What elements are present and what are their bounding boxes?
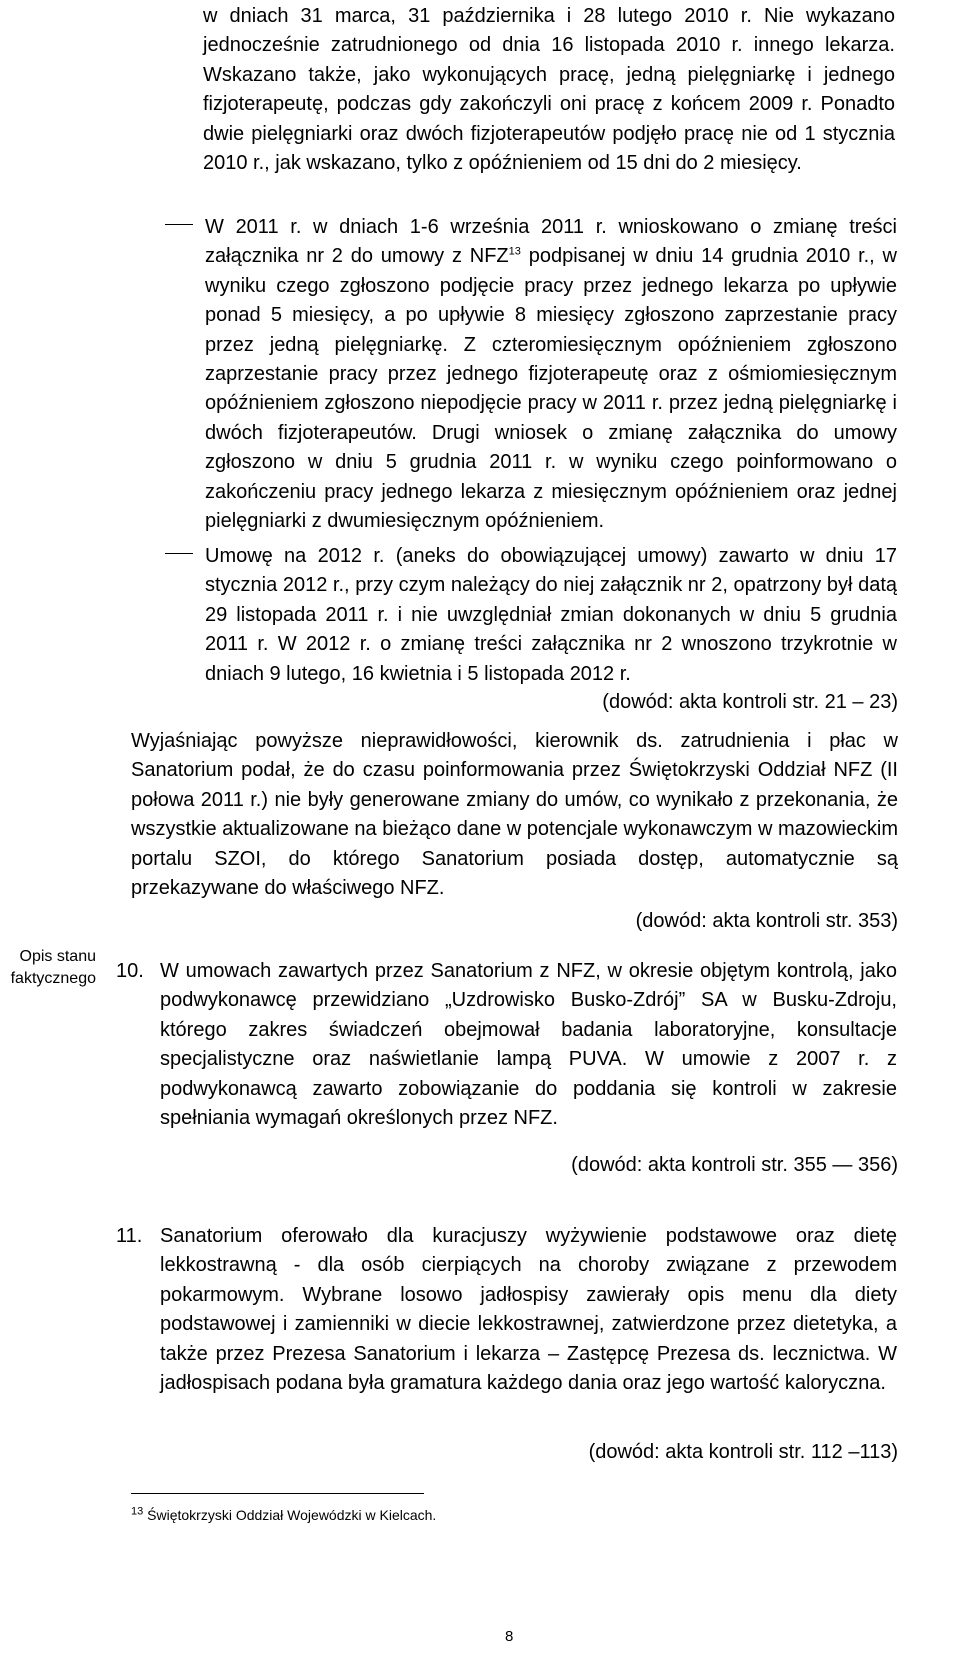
item-number: 10. (116, 960, 144, 982)
page-number: 8 (505, 1628, 514, 1645)
footnote (131, 1506, 436, 1524)
bullet-item-2011 (165, 213, 898, 533)
margin-section-label: Opis stanu faktycznego (10, 948, 96, 987)
footnote-text: Świętokrzyski Oddział Wojewódzki w Kielcach. (143, 1507, 437, 1523)
bullet-2011-text-start: W 2011 r. w dniach 1-6 września 2011 r. wnioskowano o zmianę treści załącznika nr 2 do umowy z NFZ (205, 216, 897, 268)
bullet-2012-text: Umowę na 2012 r. (aneks do obowiązującej umowy) zawarto w dniu 17 stycznia 2012 r., przy czym należący do niej załącznik nr 2, opatrzony był datą 29 listopada 2011 r. i nie uwzględniał zmian dokonanych w dniu 5 grudnia 2011 r. W 2012 r. o zmianę treści załącznika nr 2 wnoszono trzykrotnie w dniach 9 lutego, 16 kwietnia i 5 listopada 2012 r. (205, 545, 897, 685)
dash-marker (165, 224, 193, 225)
footnote-reference: 13 (508, 245, 521, 258)
footnote-marker: 13 (131, 1505, 144, 1518)
evidence-reference: (dowód: akta kontroli str. 21 – 23) (602, 691, 898, 713)
explanation-paragraph: Wyjaśniając powyższe nieprawidłowości, kierownik ds. zatrudnienia i płac w Sanatorium podał, że do czasu poinformowania przez Świętokrzyski Oddział NFZ (II połowa 2011 r.) nie były generowane zmiany do umów, co wynikało z przekonania, że wszystkie aktualizowane na bieżąco dane w potencjale wykonawczym w mazowieckim portalu SZOI, do którego Sanatorium posiada dostęp, automatycznie są przekazywane do właściwego NFZ. (131, 730, 899, 900)
evidence-reference: (dowód: akta kontroli str. 355 — 356) (571, 1154, 898, 1176)
dash-marker (165, 553, 193, 554)
evidence-reference: (dowód: akta kontroli str. 353) (635, 910, 898, 932)
intro-paragraph (203, 2, 895, 178)
bullet-2011-text (205, 213, 897, 536)
item-10-text: W umowach zawartych przez Sanatorium z NFZ, w okresie objętym kontrolą, jako podwykonawcę przewidziano „Uzdrowisko Busko-Zdrój” SA w Busku-Zdroju, którego zakres świadczeń obejmował badania laboratoryjne, konsultacje specjalistyczne oraz naświetlanie lampą PUVA. W umowie z 2007 r. z podwykonawcą zawarto zobowiązanie do poddania się kontroli w zakresie spełniania wymagań określonych przez NFZ. (160, 960, 897, 1130)
footnote-separator (131, 1493, 424, 1494)
item-number: 11. (116, 1225, 143, 1247)
evidence-reference: (dowód: akta kontroli str. 112 –113) (588, 1441, 898, 1463)
bullet-2011-text-end: podpisanej w dniu 14 grudnia 2010 r., w wyniku czego zgłoszono podjęcie pracy przez jednego lekarza po upływie ponad 5 miesięcy, a po upływie 8 miesięcy zgłoszono zaprzestanie pracy przez jedną pielęgniarkę. Z czteromiesięcznym opóźnieniem zgłoszono zaprzestanie pracy przez jednego fizjoterapeutę oraz z ośmiomiesięcznym opóźnieniem zgłoszono niepodjęcie pracy w 2011 r. przez jedną pielęgniarkę i dwóch fizjoterapeutów. Drugi wniosek o zmianę załącznika do umowy zgłoszono w dniu 5 grudnia 2011 r. w wyniku czego poinformowano o zakończeniu pracy jednego lekarza z miesięcznym opóźnieniem oraz jednej pielęgniarki z dwumiesięcznym opóźnieniem. (205, 245, 897, 533)
bullet-item-2012 (165, 542, 898, 692)
item-11-text: Sanatorium oferowało dla kuracjuszy wyżywienie podstawowe oraz dietę lekkostrawną - dla osób cierpiących na choroby związane z przewodem pokarmowym. Wybrane losowo jadłospisy zawierały opis menu dla diety podstawowej i zamienniki w diecie lekkostrawnej, zatwierdzone przez dietetyka, a także przez Prezesa Sanatorium i lekarza – Zastępcę Prezesa ds. lecznictwa. W jadłospisach podana była gramatura każdego dania oraz jego wartość kaloryczna. (160, 1225, 897, 1395)
intro-paragraph-text: w dniach 31 marca, 31 października i 28 lutego 2010 r. Nie wykazano jednocześnie zatrudnionego od dnia 16 listopada 2010 r. innego lekarza. Wskazano także, jako wykonujących pracę, jedną pielęgniarkę i jednego fizjoterapeutę, podczas gdy zakończyli oni pracę z końcem 2009 r. Ponadto dwie pielęgniarki oraz dwóch fizjoterapeutów podjęło pracę nie od 1 stycznia 2010 r., jak wskazano, tylko z opóźnieniem od 15 dni do 2 miesięcy. (203, 5, 895, 175)
